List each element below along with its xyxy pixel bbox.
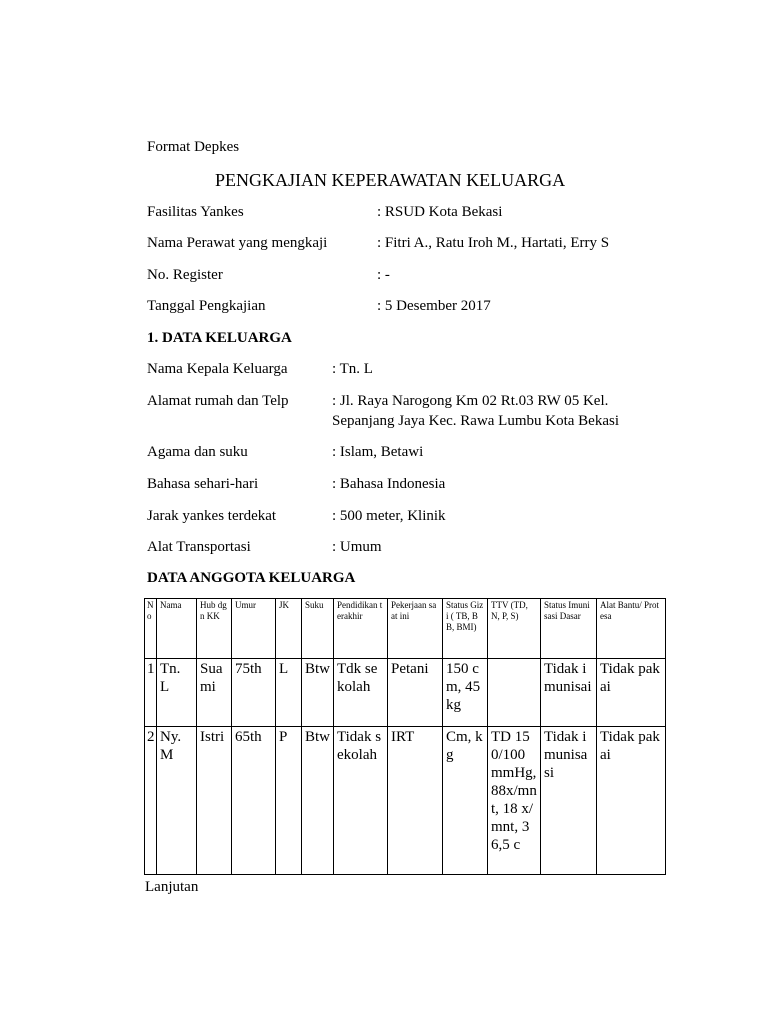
format-label: Format Depkes xyxy=(147,139,240,155)
table-cell: Tdk sekolah xyxy=(334,659,388,727)
table-cell: Suami xyxy=(197,659,232,727)
field-value-transportasi: : Umum xyxy=(332,539,382,555)
header-cell-nama: Nama xyxy=(157,599,197,659)
table-cell: 65th xyxy=(232,727,276,875)
field-label-tanggal: Tanggal Pengkajian xyxy=(147,298,266,314)
field-label-transportasi: Alat Transportasi xyxy=(147,539,251,555)
header-cell-pekerjaan: Pekerjaan saat ini xyxy=(388,599,443,659)
table-cell: 2 xyxy=(145,727,157,875)
header-cell-hub-kk: Hub dgn KK xyxy=(197,599,232,659)
table-header-row xyxy=(145,599,666,659)
field-value-kepala-keluarga: : Tn. L xyxy=(332,361,373,377)
table-cell: Petani xyxy=(388,659,443,727)
table-cell: Ny. M xyxy=(157,727,197,875)
field-value-agama: : Islam, Betawi xyxy=(332,444,424,460)
table-row xyxy=(145,727,666,875)
header-cell-pendidikan: Pendidikan terakhir xyxy=(334,599,388,659)
field-value-jarak: : 500 meter, Klinik xyxy=(332,508,446,524)
header-cell-jk: JK xyxy=(276,599,302,659)
field-value-alamat-line2: Sepanjang Jaya Kec. Rawa Lumbu Kota Bekasi xyxy=(332,413,619,429)
header-cell-status-gizi: Status Gizi ( TB, BB, BMI) xyxy=(443,599,488,659)
header-cell-alat-bantu: Alat Bantu/ Protesa xyxy=(597,599,666,659)
table-cell: Istri xyxy=(197,727,232,875)
table-cell: Tidak imunisasi xyxy=(541,727,597,875)
section-heading-data-keluarga: 1. DATA KELUARGA xyxy=(147,330,292,346)
table-cell: L xyxy=(276,659,302,727)
table-cell: 75th xyxy=(232,659,276,727)
header-cell-ttv: TTV (TD, N, P, S) xyxy=(488,599,541,659)
field-value-register: : - xyxy=(377,267,390,283)
field-value-fasilitas: : RSUD Kota Bekasi xyxy=(377,204,503,220)
section-heading-anggota-keluarga: DATA ANGGOTA KELUARGA xyxy=(147,570,356,586)
family-members-table xyxy=(144,598,666,875)
field-label-fasilitas: Fasilitas Yankes xyxy=(147,204,244,220)
table-cell: P xyxy=(276,727,302,875)
field-value-alamat-line1: : Jl. Raya Narogong Km 02 Rt.03 RW 05 Kel. xyxy=(332,393,609,409)
field-label-bahasa: Bahasa sehari-hari xyxy=(147,476,259,492)
table-cell: Tidak imunisai xyxy=(541,659,597,727)
table-cell: Btw xyxy=(302,659,334,727)
table-cell: TD 150/100 mmHg, 88x/mnt, 18 x/mnt, 36,5 c xyxy=(488,727,541,875)
header-cell-umur: Umur xyxy=(232,599,276,659)
table-cell: Cm, kg xyxy=(443,727,488,875)
field-label-alamat: Alamat rumah dan Telp xyxy=(147,393,289,409)
field-label-perawat: Nama Perawat yang mengkaji xyxy=(147,235,328,251)
table-cell: Tidak sekolah xyxy=(334,727,388,875)
footer-continuation: Lanjutan xyxy=(145,879,199,895)
header-cell-no: No xyxy=(145,599,157,659)
table-row xyxy=(145,659,666,727)
field-value-tanggal: : 5 Desember 2017 xyxy=(377,298,491,314)
table-cell: IRT xyxy=(388,727,443,875)
field-label-agama: Agama dan suku xyxy=(147,444,248,460)
table-cell: 1 xyxy=(145,659,157,727)
table-cell xyxy=(488,659,541,727)
table-cell: 150 cm, 45 kg xyxy=(443,659,488,727)
field-value-perawat: : Fitri A., Ratu Iroh M., Hartati, Erry S xyxy=(377,235,610,251)
field-label-kepala-keluarga: Nama Kepala Keluarga xyxy=(147,361,288,377)
header-cell-suku: Suku xyxy=(302,599,334,659)
table-cell: Btw xyxy=(302,727,334,875)
document-title: PENGKAJIAN KEPERAWATAN KELUARGA xyxy=(215,170,566,190)
table-cell: Tn. L xyxy=(157,659,197,727)
field-label-register: No. Register xyxy=(147,267,223,283)
table-cell: Tidak pakai xyxy=(597,659,666,727)
field-label-jarak: Jarak yankes terdekat xyxy=(147,508,277,524)
header-cell-imunisasi: Status Imunisasi Dasar xyxy=(541,599,597,659)
table-cell: Tidak pakai xyxy=(597,727,666,875)
field-value-bahasa: : Bahasa Indonesia xyxy=(332,476,446,492)
